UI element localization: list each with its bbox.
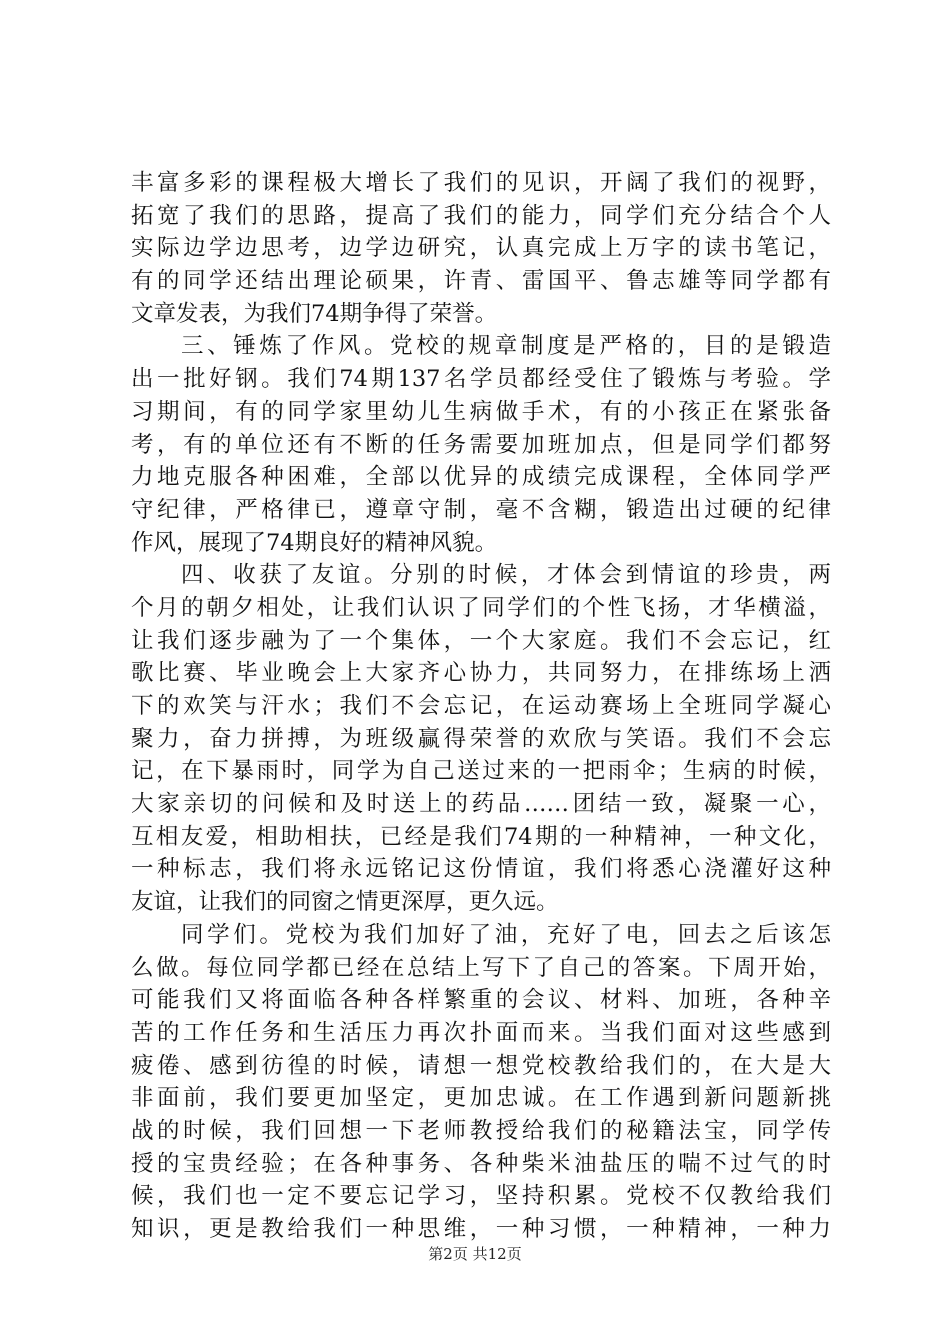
text-line: 守纪律，严格律已，遵章守制，毫不含糊，锻造出过硬的纪律 [131,496,831,523]
text-line: 授的宝贵经验；在各种事务、各种柴米油盐压的喘不过气的时 [131,1150,831,1177]
text-line: 一种标志，我们将永远铭记这份情谊，我们将悉心浇灌好这种 [131,856,831,883]
text-line: 力地克服各种困难，全部以优异的成绩完成课程，全体同学严 [131,464,831,491]
text-line: 互相友爱，相助相扶，已经是我们74期的一种精神，一种文化， [131,823,831,850]
paragraph-start-line: 同学们。党校为我们加好了油，充好了电，回去之后该怎 [181,921,831,948]
page-number-footer: 第2页 共12页 [428,1245,522,1263]
text-line: 下的欢笑与汗水；我们不会忘记，在运动赛场上全班同学凝心 [131,693,831,719]
paragraph-start-line: 四、收获了友谊。分别的时候，才体会到情谊的珍贵，两 [181,562,831,589]
text-line: 出一批好钢。我们74期137名学员都经受住了锻炼与考验。学 [131,366,831,393]
text-line: 大家亲切的问候和及时送上的药品……团结一致，凝聚一心， [131,791,831,818]
text-line: 记，在下暴雨时，同学为自己送过来的一把雨伞；生病的时候， [131,758,831,785]
text-line: 习期间，有的同学家里幼儿生病做手术，有的小孩正在紧张备 [131,398,831,425]
text-line: 苦的工作任务和生活压力再次扑面而来。当我们面对这些感到 [131,1019,831,1046]
document-body [131,167,831,1246]
text-line: 文章发表，为我们74期争得了荣誉。 [131,300,498,327]
text-line: 友谊，让我们的同窗之情更深厚，更久远。 [131,889,559,916]
text-line: 实际边学边思考，边学边研究，认真完成上万字的读书笔记， [131,235,831,262]
text-line: 非面前，我们要更加坚定，更加忠诚。在工作遇到新问题新挑 [131,1085,831,1112]
text-line: 候，我们也一定不要忘记学习，坚持积累。党校不仅教给我们 [131,1183,831,1210]
text-line: 聚力，奋力拼搏，为班级赢得荣誉的欢欣与笑语。我们不会忘 [131,725,831,752]
text-line: 可能我们又将面临各种各样繁重的会议、材料、加班，各种辛 [131,987,831,1014]
text-line: 战的时候，我们回想一下老师教授给我们的秘籍法宝，同学传 [131,1117,831,1144]
text-line: 个月的朝夕相处，让我们认识了同学们的个性飞扬，才华横溢， [131,594,831,621]
text-line: 疲倦、感到彷徨的时候，请想一想党校教给我们的，在大是大 [131,1052,831,1079]
text-line: 拓宽了我们的思路，提高了我们的能力，同学们充分结合个人 [131,202,831,229]
text-line: 让我们逐步融为了一个集体，一个大家庭。我们不会忘记，红 [131,627,831,654]
text-line: 有的同学还结出理论硕果，许青、雷国平、鲁志雄等同学都有 [131,268,831,295]
text-line: 歌比赛、毕业晚会上大家齐心协力，共同努力，在排练场上洒 [131,660,831,687]
paragraph-start-line: 三、锤炼了作风。党校的规章制度是严格的，目的是锻造 [181,333,831,360]
text-line: 考，有的单位还有不断的任务需要加班加点，但是同学们都努 [131,431,831,458]
text-line: 知识，更是教给我们一种思维，一种习惯，一种精神，一种力 [131,1216,831,1242]
text-line: 作风，展现了74期良好的精神风貌。 [131,529,498,556]
text-line: 么做。每位同学都已经在总结上写下了自己的答案。下周开始， [131,954,831,981]
text-line: 丰富多彩的课程极大增长了我们的见识，开阔了我们的视野， [131,170,831,196]
